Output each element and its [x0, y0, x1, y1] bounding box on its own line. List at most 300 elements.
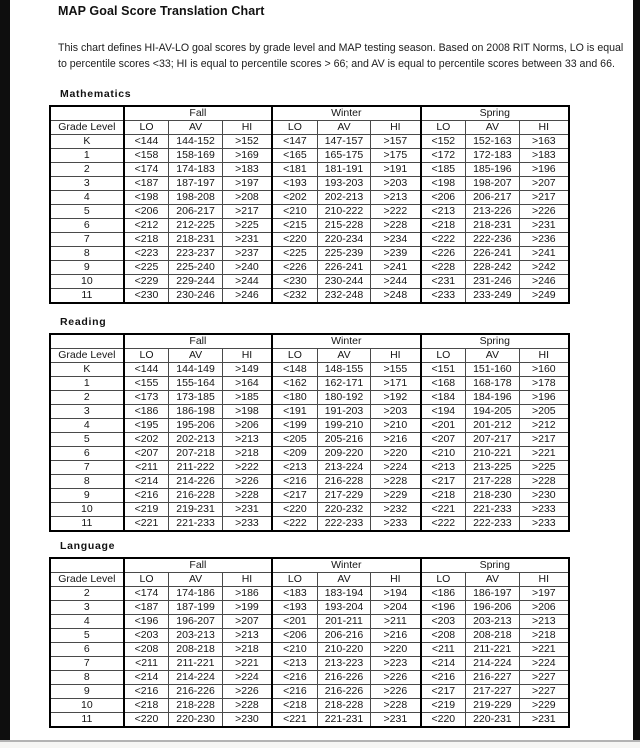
score-cell: 214-224 [169, 671, 222, 685]
score-cell: >216 [371, 629, 421, 643]
score-cell: >228 [222, 699, 272, 713]
score-cell: >164 [222, 377, 272, 391]
grade-cell: 1 [50, 149, 124, 163]
grade-cell: 9 [50, 261, 124, 275]
score-cell: >210 [371, 419, 421, 433]
score-cell: 211-221 [466, 643, 519, 657]
score-cell: >216 [371, 433, 421, 447]
score-cell: <183 [272, 587, 317, 601]
score-cell: >226 [519, 205, 569, 219]
score-cell: <203 [124, 629, 169, 643]
column-header: HI [519, 121, 569, 135]
score-cell: >236 [519, 233, 569, 247]
score-cell: <233 [421, 289, 466, 304]
table-row [50, 191, 569, 205]
score-cell: 221-233 [466, 503, 519, 517]
score-cell: 174-183 [169, 163, 222, 177]
score-cell: 222-236 [466, 233, 519, 247]
table-row [50, 517, 569, 532]
grade-cell: 2 [50, 391, 124, 405]
score-cell: >203 [371, 405, 421, 419]
score-cell: <214 [124, 671, 169, 685]
grade-cell: 5 [50, 433, 124, 447]
section-heading-language: Language [60, 540, 116, 552]
score-cell: 212-225 [169, 219, 222, 233]
score-cell: <213 [421, 205, 466, 219]
column-header: AV [317, 121, 370, 135]
score-cell: 181-191 [317, 163, 370, 177]
score-cell: <144 [124, 363, 169, 377]
score-cell: 186-197 [466, 587, 519, 601]
score-cell: >221 [519, 447, 569, 461]
score-cell: <232 [272, 289, 317, 304]
grade-cell: 3 [50, 601, 124, 615]
grade-cell: 8 [50, 475, 124, 489]
score-cell: 198-207 [466, 177, 519, 191]
score-cell: 165-175 [317, 149, 370, 163]
season-header: Winter [272, 106, 420, 121]
score-cell: <220 [272, 233, 317, 247]
page-title: MAP Goal Score Translation Chart [58, 4, 265, 18]
table-row [50, 643, 569, 657]
score-cell: <191 [272, 405, 317, 419]
score-cell: <180 [272, 391, 317, 405]
section-heading-mathematics: Mathematics [60, 88, 132, 100]
season-header: Spring [421, 558, 570, 573]
table-row [50, 699, 569, 713]
grade-cell: 2 [50, 587, 124, 601]
table-row [50, 657, 569, 671]
corner-cell [50, 558, 124, 573]
table-row [50, 475, 569, 489]
score-cell: >224 [371, 461, 421, 475]
grade-cell: 3 [50, 177, 124, 191]
section-heading-reading: Reading [60, 316, 107, 328]
score-cell: >241 [371, 261, 421, 275]
score-cell: <219 [124, 503, 169, 517]
score-cell: 216-228 [317, 475, 370, 489]
score-cell: 201-212 [466, 419, 519, 433]
score-cell: <213 [272, 461, 317, 475]
table-row [50, 135, 569, 149]
score-cell: >185 [222, 391, 272, 405]
score-cell: >208 [222, 191, 272, 205]
score-cell: >220 [371, 447, 421, 461]
score-cell: <218 [421, 489, 466, 503]
score-cell: 213-225 [466, 461, 519, 475]
score-cell: 216-227 [466, 671, 519, 685]
table-row [50, 205, 569, 219]
grade-level-header: Grade Level [50, 349, 124, 363]
score-cell: 230-246 [169, 289, 222, 304]
score-cell: >218 [519, 629, 569, 643]
score-cell: <229 [124, 275, 169, 289]
table-row [50, 489, 569, 503]
grade-cell: 10 [50, 503, 124, 517]
score-cell: >217 [519, 433, 569, 447]
column-header: LO [421, 349, 466, 363]
table-row [50, 419, 569, 433]
column-header: LO [421, 121, 466, 135]
score-cell: >226 [222, 475, 272, 489]
score-cell: >221 [519, 643, 569, 657]
table-row [50, 261, 569, 275]
grade-level-header: Grade Level [50, 573, 124, 587]
column-header: HI [222, 573, 272, 587]
column-header: LO [272, 121, 317, 135]
corner-cell [50, 334, 124, 349]
score-cell: <217 [272, 489, 317, 503]
score-cell: >223 [371, 657, 421, 671]
score-cell: 219-231 [169, 503, 222, 517]
intro-line-1: This chart defines HI-AV-LO goal scores by grade level and MAP testing season. Based on 2008 RIT Norms, LO is equal [58, 42, 624, 54]
score-cell: 151-160 [466, 363, 519, 377]
score-cell: >205 [519, 405, 569, 419]
grade-cell: 11 [50, 517, 124, 532]
season-header-row [50, 106, 569, 121]
table-row [50, 289, 569, 304]
score-cell: >226 [371, 671, 421, 685]
score-cell: >169 [222, 149, 272, 163]
score-cell: <222 [421, 233, 466, 247]
score-cell: >227 [519, 671, 569, 685]
score-cell: <213 [272, 657, 317, 671]
score-cell: <210 [421, 447, 466, 461]
score-cell: <216 [124, 685, 169, 699]
score-cell: >197 [519, 587, 569, 601]
score-table-reading [49, 333, 570, 532]
table-row [50, 461, 569, 475]
score-cell: >212 [519, 419, 569, 433]
table-row [50, 219, 569, 233]
score-cell: <218 [421, 219, 466, 233]
score-cell: <231 [421, 275, 466, 289]
score-cell: <228 [421, 261, 466, 275]
score-cell: >204 [371, 601, 421, 615]
score-cell: 211-222 [169, 461, 222, 475]
score-cell: 148-155 [317, 363, 370, 377]
score-cell: 208-218 [466, 629, 519, 643]
score-cell: >225 [222, 219, 272, 233]
score-cell: <206 [421, 191, 466, 205]
score-cell: 173-185 [169, 391, 222, 405]
score-cell: >203 [371, 177, 421, 191]
score-cell: <158 [124, 149, 169, 163]
table-row [50, 433, 569, 447]
intro-paragraph [58, 41, 624, 72]
score-cell: 213-223 [317, 657, 370, 671]
score-cell: 225-240 [169, 261, 222, 275]
grade-cell: 9 [50, 489, 124, 503]
table-row [50, 275, 569, 289]
score-cell: <220 [272, 503, 317, 517]
score-cell: 218-231 [466, 219, 519, 233]
score-cell: 203-213 [466, 615, 519, 629]
score-cell: >233 [222, 517, 272, 532]
score-cell: 172-183 [466, 149, 519, 163]
score-cell: 217-228 [466, 475, 519, 489]
column-header-row [50, 349, 569, 363]
score-cell: 215-228 [317, 219, 370, 233]
score-cell: 221-233 [169, 517, 222, 532]
score-cell: <213 [421, 461, 466, 475]
column-header: HI [519, 573, 569, 587]
score-cell: >231 [222, 233, 272, 247]
score-cell: <211 [124, 657, 169, 671]
score-cell: >231 [519, 713, 569, 728]
grade-cell: 6 [50, 643, 124, 657]
score-cell: >244 [371, 275, 421, 289]
score-cell: 185-196 [466, 163, 519, 177]
score-cell: 216-226 [169, 685, 222, 699]
column-header-row [50, 121, 569, 135]
score-cell: >198 [222, 405, 272, 419]
score-cell: 184-196 [466, 391, 519, 405]
section-reading [49, 316, 572, 532]
score-cell: >233 [371, 517, 421, 532]
season-header: Winter [272, 334, 420, 349]
score-cell: <155 [124, 377, 169, 391]
grade-cell: K [50, 363, 124, 377]
score-cell: >207 [222, 615, 272, 629]
language-table-container [49, 557, 572, 728]
score-cell: 193-203 [317, 177, 370, 191]
score-cell: 220-232 [317, 503, 370, 517]
score-cell: >229 [371, 489, 421, 503]
score-cell: >160 [519, 363, 569, 377]
score-cell: 210-222 [317, 205, 370, 219]
table-row [50, 713, 569, 728]
score-cell: 147-157 [317, 135, 370, 149]
score-cell: >231 [222, 503, 272, 517]
score-cell: 168-178 [466, 377, 519, 391]
score-cell: >220 [371, 643, 421, 657]
score-cell: >175 [371, 149, 421, 163]
score-cell: <222 [272, 517, 317, 532]
score-cell: >155 [371, 363, 421, 377]
score-cell: <201 [272, 615, 317, 629]
score-cell: 214-224 [466, 657, 519, 671]
score-cell: 158-169 [169, 149, 222, 163]
score-cell: >217 [222, 205, 272, 219]
score-table-language [49, 557, 570, 728]
table-row [50, 163, 569, 177]
score-cell: 195-206 [169, 419, 222, 433]
score-cell: <225 [124, 261, 169, 275]
score-cell: >218 [222, 447, 272, 461]
score-cell: <205 [272, 433, 317, 447]
grade-cell: 6 [50, 447, 124, 461]
score-cell: 216-226 [317, 685, 370, 699]
score-cell: <203 [421, 615, 466, 629]
score-cell: <172 [421, 149, 466, 163]
score-cell: <208 [124, 643, 169, 657]
score-cell: >248 [371, 289, 421, 304]
score-cell: <218 [124, 233, 169, 247]
column-header: AV [466, 349, 519, 363]
score-cell: 201-211 [317, 615, 370, 629]
score-cell: 220-234 [317, 233, 370, 247]
table-row [50, 391, 569, 405]
score-cell: >229 [519, 699, 569, 713]
score-cell: 180-192 [317, 391, 370, 405]
score-cell: 144-152 [169, 135, 222, 149]
score-cell: 206-216 [317, 629, 370, 643]
score-cell: >239 [371, 247, 421, 261]
score-cell: <218 [272, 699, 317, 713]
score-cell: >224 [222, 671, 272, 685]
score-cell: 230-244 [317, 275, 370, 289]
score-cell: >194 [371, 587, 421, 601]
score-cell: <173 [124, 391, 169, 405]
score-cell: >222 [371, 205, 421, 219]
score-cell: <220 [124, 713, 169, 728]
column-header: AV [466, 121, 519, 135]
score-cell: >213 [371, 191, 421, 205]
score-cell: 216-226 [317, 671, 370, 685]
score-cell: <202 [272, 191, 317, 205]
score-cell: >246 [222, 289, 272, 304]
score-cell: <186 [421, 587, 466, 601]
score-cell: 221-231 [317, 713, 370, 728]
score-cell: >211 [371, 615, 421, 629]
grade-cell: 7 [50, 657, 124, 671]
score-cell: 218-228 [317, 699, 370, 713]
scan-edge-right [633, 0, 640, 740]
score-cell: <147 [272, 135, 317, 149]
score-cell: <216 [272, 475, 317, 489]
score-cell: >233 [519, 517, 569, 532]
score-cell: 199-210 [317, 419, 370, 433]
grade-cell: 4 [50, 419, 124, 433]
table-row [50, 233, 569, 247]
grade-cell: 9 [50, 685, 124, 699]
table-row [50, 503, 569, 517]
score-cell: <212 [124, 219, 169, 233]
score-cell: <221 [124, 517, 169, 532]
score-cell: 209-220 [317, 447, 370, 461]
score-cell: 217-229 [317, 489, 370, 503]
score-cell: <219 [421, 699, 466, 713]
score-cell: <187 [124, 177, 169, 191]
score-cell: >240 [222, 261, 272, 275]
grade-cell: 6 [50, 219, 124, 233]
table-row [50, 601, 569, 615]
score-cell: 191-203 [317, 405, 370, 419]
column-header: HI [519, 349, 569, 363]
score-cell: 222-233 [466, 517, 519, 532]
score-cell: >149 [222, 363, 272, 377]
score-cell: 223-237 [169, 247, 222, 261]
season-header-row [50, 334, 569, 349]
score-cell: <226 [272, 261, 317, 275]
score-cell: >228 [519, 475, 569, 489]
score-cell: 196-206 [466, 601, 519, 615]
score-cell: <221 [421, 503, 466, 517]
score-cell: <199 [272, 419, 317, 433]
score-cell: 210-221 [466, 447, 519, 461]
table-row [50, 615, 569, 629]
score-cell: >226 [222, 685, 272, 699]
section-mathematics [49, 88, 572, 304]
score-cell: <225 [272, 247, 317, 261]
intro-line-2: to percentile scores <33; HI is equal to percentile scores > 66; and AV is equal to percentile scores between 33 and 66. [58, 57, 615, 70]
column-header: LO [124, 573, 169, 587]
score-cell: 218-230 [466, 489, 519, 503]
score-cell: <198 [124, 191, 169, 205]
score-cell: 229-244 [169, 275, 222, 289]
score-cell: 219-229 [466, 699, 519, 713]
score-cell: <211 [421, 643, 466, 657]
table-row [50, 405, 569, 419]
score-cell: <230 [272, 275, 317, 289]
score-cell: 206-217 [466, 191, 519, 205]
column-header: HI [371, 573, 421, 587]
score-cell: <207 [124, 447, 169, 461]
score-cell: 210-220 [317, 643, 370, 657]
column-header: HI [222, 349, 272, 363]
score-cell: <201 [421, 419, 466, 433]
score-cell: <206 [124, 205, 169, 219]
score-cell: 144-149 [169, 363, 222, 377]
score-cell: 202-213 [169, 433, 222, 447]
season-header: Spring [421, 106, 570, 121]
score-cell: 187-197 [169, 177, 222, 191]
score-cell: 194-205 [466, 405, 519, 419]
score-cell: >228 [371, 219, 421, 233]
table-row [50, 377, 569, 391]
score-cell: >183 [519, 149, 569, 163]
score-cell: >228 [371, 699, 421, 713]
score-cell: >183 [222, 163, 272, 177]
grade-cell: 10 [50, 275, 124, 289]
score-cell: <151 [421, 363, 466, 377]
score-cell: >196 [519, 163, 569, 177]
grade-cell: 11 [50, 713, 124, 728]
score-cell: >246 [519, 275, 569, 289]
score-cell: >228 [222, 489, 272, 503]
score-cell: 233-249 [466, 289, 519, 304]
score-cell: >206 [222, 419, 272, 433]
table-row [50, 247, 569, 261]
score-cell: <206 [272, 629, 317, 643]
score-cell: >234 [371, 233, 421, 247]
score-cell: <210 [272, 205, 317, 219]
score-cell: >237 [222, 247, 272, 261]
column-header: AV [169, 121, 222, 135]
score-cell: 187-199 [169, 601, 222, 615]
score-cell: 196-207 [169, 615, 222, 629]
score-cell: 207-218 [169, 447, 222, 461]
column-header: AV [466, 573, 519, 587]
grade-cell: 7 [50, 233, 124, 247]
score-cell: >230 [222, 713, 272, 728]
score-cell: >199 [222, 601, 272, 615]
table-row [50, 447, 569, 461]
grade-cell: 5 [50, 629, 124, 643]
grade-cell: 11 [50, 289, 124, 304]
score-cell: 152-163 [466, 135, 519, 149]
score-cell: 225-239 [317, 247, 370, 261]
score-cell: <196 [421, 601, 466, 615]
score-cell: <214 [421, 657, 466, 671]
reading-table-container [49, 333, 572, 532]
grade-cell: 2 [50, 163, 124, 177]
score-cell: 213-224 [317, 461, 370, 475]
score-cell: 213-226 [466, 205, 519, 219]
column-header: AV [317, 349, 370, 363]
score-cell: <220 [421, 713, 466, 728]
